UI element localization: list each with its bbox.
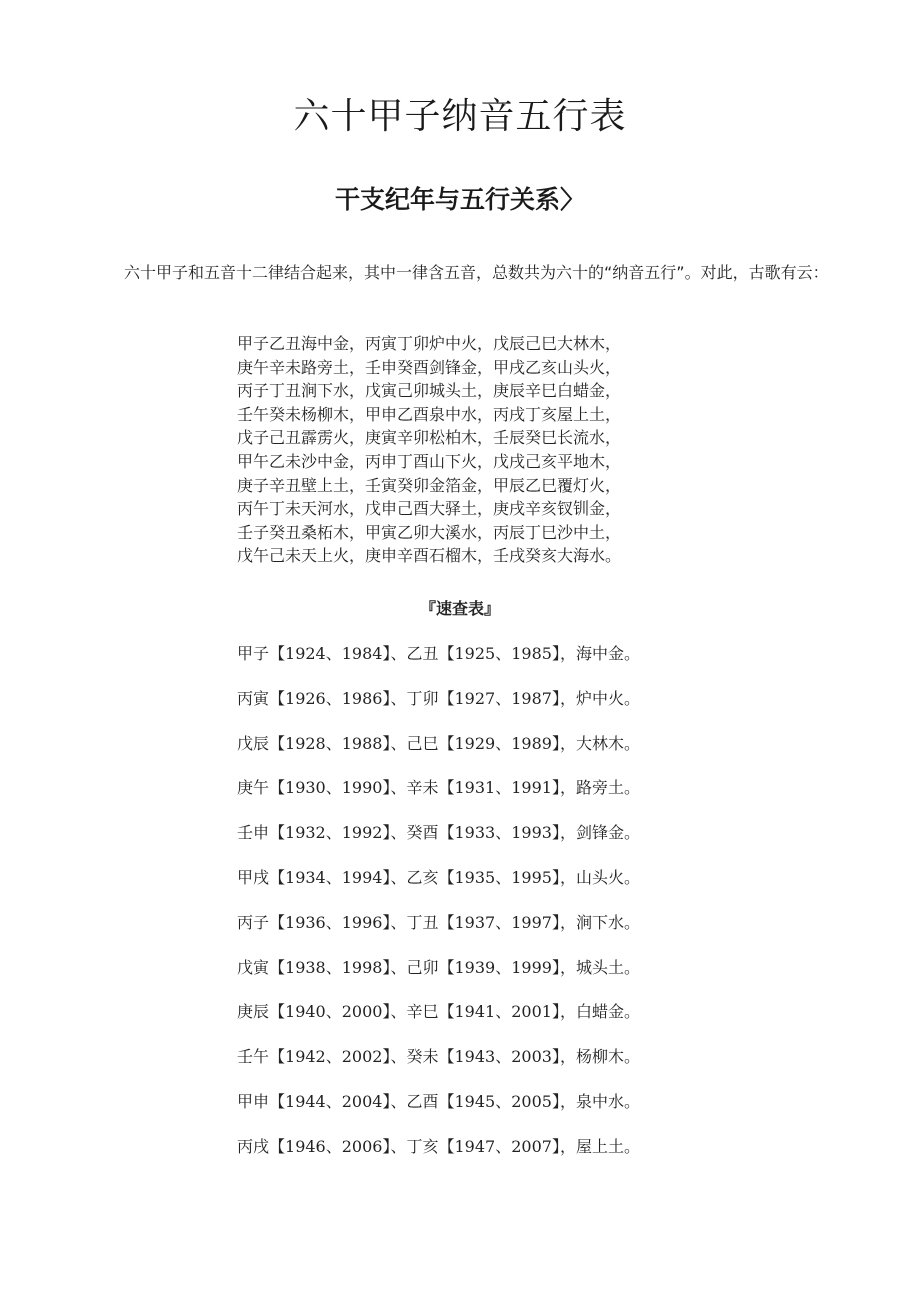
nayin-element: ，杨柳木。 [559, 1047, 640, 1067]
separator: 、 [390, 778, 407, 798]
poem-line: 丙子丁丑涧下水，戊寅己卯城头土，庚辰辛巳白蜡金， [237, 381, 622, 401]
ganzhi-second: 丁亥 [406, 1136, 439, 1156]
ganzhi-second: 丁丑 [406, 912, 439, 932]
years-second: 【1925、1985】 [438, 644, 560, 663]
quick-reference-row [237, 686, 707, 731]
nayin-element: ，山头火。 [559, 867, 640, 887]
years-second: 【1941、2001】 [438, 1002, 560, 1022]
ganzhi-first: 甲申 [237, 1091, 270, 1111]
quick-reference-row [237, 820, 707, 865]
years-first: 【1928、1988】 [269, 733, 391, 753]
quick-reference-heading: 『速查表』 [419, 599, 500, 618]
poem-line: 戊午己未天上火，庚申辛酉石榴木，壬戌癸亥大海水。 [237, 546, 622, 566]
nayin-element: ，泉中水。 [559, 1091, 640, 1111]
separator: 、 [390, 1002, 407, 1022]
separator: 、 [390, 644, 407, 663]
years-second: 【1931、1991】 [438, 778, 560, 798]
years-first: 【1944、2004】 [269, 1091, 391, 1111]
years-second: 【1927、1987】 [438, 688, 560, 708]
years-first: 【1938、1998】 [269, 957, 391, 977]
ganzhi-first: 丙寅 [237, 688, 270, 708]
quick-reference-row [237, 1089, 707, 1134]
page-title: 六十甲子纳音五行表 [293, 96, 627, 137]
years-second: 【1929、1989】 [438, 733, 560, 753]
ganzhi-first: 壬申 [237, 823, 270, 843]
ganzhi-second: 癸未 [406, 1047, 439, 1067]
intro-paragraph: 六十甲子和五音十二律结合起来，其中一律含五音，总数共为六十的“纳音五行”。对此，古歌有云： [124, 263, 829, 282]
years-first: 【1942、2002】 [269, 1047, 391, 1067]
quick-reference-row [237, 1044, 707, 1089]
poem-line: 庚子辛丑壁上土，壬寅癸卯金箔金，甲辰乙巳覆灯火， [237, 475, 622, 495]
ganzhi-first: 甲子 [237, 644, 270, 663]
ganzhi-first: 壬午 [237, 1047, 270, 1067]
ganzhi-first: 甲戌 [237, 867, 270, 887]
quick-reference-row [237, 865, 707, 910]
nayin-element: ，剑锋金。 [559, 823, 640, 843]
poem-line: 丙午丁未天河水，戊申己酉大驿土，庚戌辛亥钗钏金， [237, 499, 622, 519]
nayin-element: ，白蜡金。 [559, 1002, 640, 1022]
page-subtitle: 干支纪年与五行关系〉 [334, 185, 585, 214]
poem-line: 甲子乙丑海中金，丙寅丁卯炉中火，戊辰己巳大林木， [237, 334, 622, 353]
ganzhi-second: 乙亥 [406, 867, 439, 887]
quick-reference-row [237, 775, 707, 820]
separator: 、 [390, 957, 407, 977]
quick-reference-row [237, 999, 707, 1044]
nayin-element: ，涧下水。 [559, 912, 640, 932]
years-second: 【1939、1999】 [438, 957, 560, 977]
ganzhi-second: 己卯 [406, 957, 439, 977]
ganzhi-second: 辛巳 [406, 1002, 439, 1022]
ganzhi-first: 丙戌 [237, 1136, 270, 1156]
years-first: 【1934、1994】 [269, 867, 391, 887]
ganzhi-second: 癸酉 [406, 823, 439, 843]
ganzhi-first: 庚辰 [237, 1002, 270, 1022]
quick-reference-row [237, 641, 707, 686]
years-second: 【1933、1993】 [438, 823, 560, 843]
years-first: 【1936、1996】 [269, 912, 391, 932]
years-first: 【1940、2000】 [269, 1002, 391, 1022]
separator: 、 [390, 1136, 407, 1156]
poem-line: 壬午癸未杨柳木，甲申乙酉泉中水，丙戌丁亥屋上土， [237, 404, 622, 424]
poem-line: 庚午辛未路旁土，壬申癸酉剑锋金，甲戌乙亥山头火， [237, 357, 622, 377]
years-second: 【1943、2003】 [438, 1047, 560, 1067]
ganzhi-first: 庚午 [237, 778, 270, 798]
nayin-element: ，海中金。 [559, 644, 640, 663]
years-first: 【1926、1986】 [269, 688, 391, 708]
ganzhi-second: 己巳 [406, 733, 439, 753]
nayin-element: ，大林木。 [559, 733, 640, 753]
nayin-element: ，炉中火。 [559, 688, 640, 708]
years-second: 【1937、1997】 [438, 912, 560, 932]
ganzhi-first: 戊寅 [237, 957, 270, 977]
years-first: 【1930、1990】 [269, 778, 391, 798]
years-first: 【1932、1992】 [269, 823, 391, 843]
quick-reference-row [237, 910, 707, 955]
separator: 、 [390, 867, 407, 887]
ganzhi-second: 辛未 [406, 778, 439, 798]
ganzhi-second: 丁卯 [406, 688, 439, 708]
ganzhi-second: 乙酉 [406, 1091, 439, 1111]
poem-line: 壬子癸丑桑柘木，甲寅乙卯大溪水，丙辰丁巳沙中土， [237, 522, 622, 542]
nayin-poem [237, 332, 707, 568]
poem-line: 戊子己丑霹雳火，庚寅辛卯松柏木，壬辰癸巳长流水， [237, 428, 622, 448]
nayin-element: ，城头土。 [559, 957, 640, 977]
separator: 、 [390, 733, 407, 753]
years-first: 【1924、1984】 [269, 644, 391, 663]
years-second: 【1935、1995】 [438, 867, 560, 887]
quick-reference-row [237, 1134, 707, 1179]
separator: 、 [390, 1047, 407, 1067]
quick-reference-row [237, 731, 707, 776]
years-second: 【1945、2005】 [438, 1091, 560, 1111]
ganzhi-second: 乙丑 [406, 644, 439, 663]
years-second: 【1947、2007】 [438, 1136, 560, 1156]
poem-line: 甲午乙未沙中金，丙申丁酉山下火，戊戌己亥平地木， [237, 451, 622, 471]
quick-reference-row [237, 955, 707, 1000]
separator: 、 [390, 823, 407, 843]
ganzhi-first: 丙子 [237, 912, 270, 932]
nayin-element: ，屋上土。 [559, 1136, 640, 1156]
years-first: 【1946、2006】 [269, 1136, 391, 1156]
separator: 、 [390, 912, 407, 932]
separator: 、 [390, 688, 407, 708]
quick-reference-list [237, 641, 707, 1179]
ganzhi-first: 戊辰 [237, 733, 270, 753]
nayin-element: ，路旁土。 [559, 778, 640, 798]
separator: 、 [390, 1091, 407, 1111]
